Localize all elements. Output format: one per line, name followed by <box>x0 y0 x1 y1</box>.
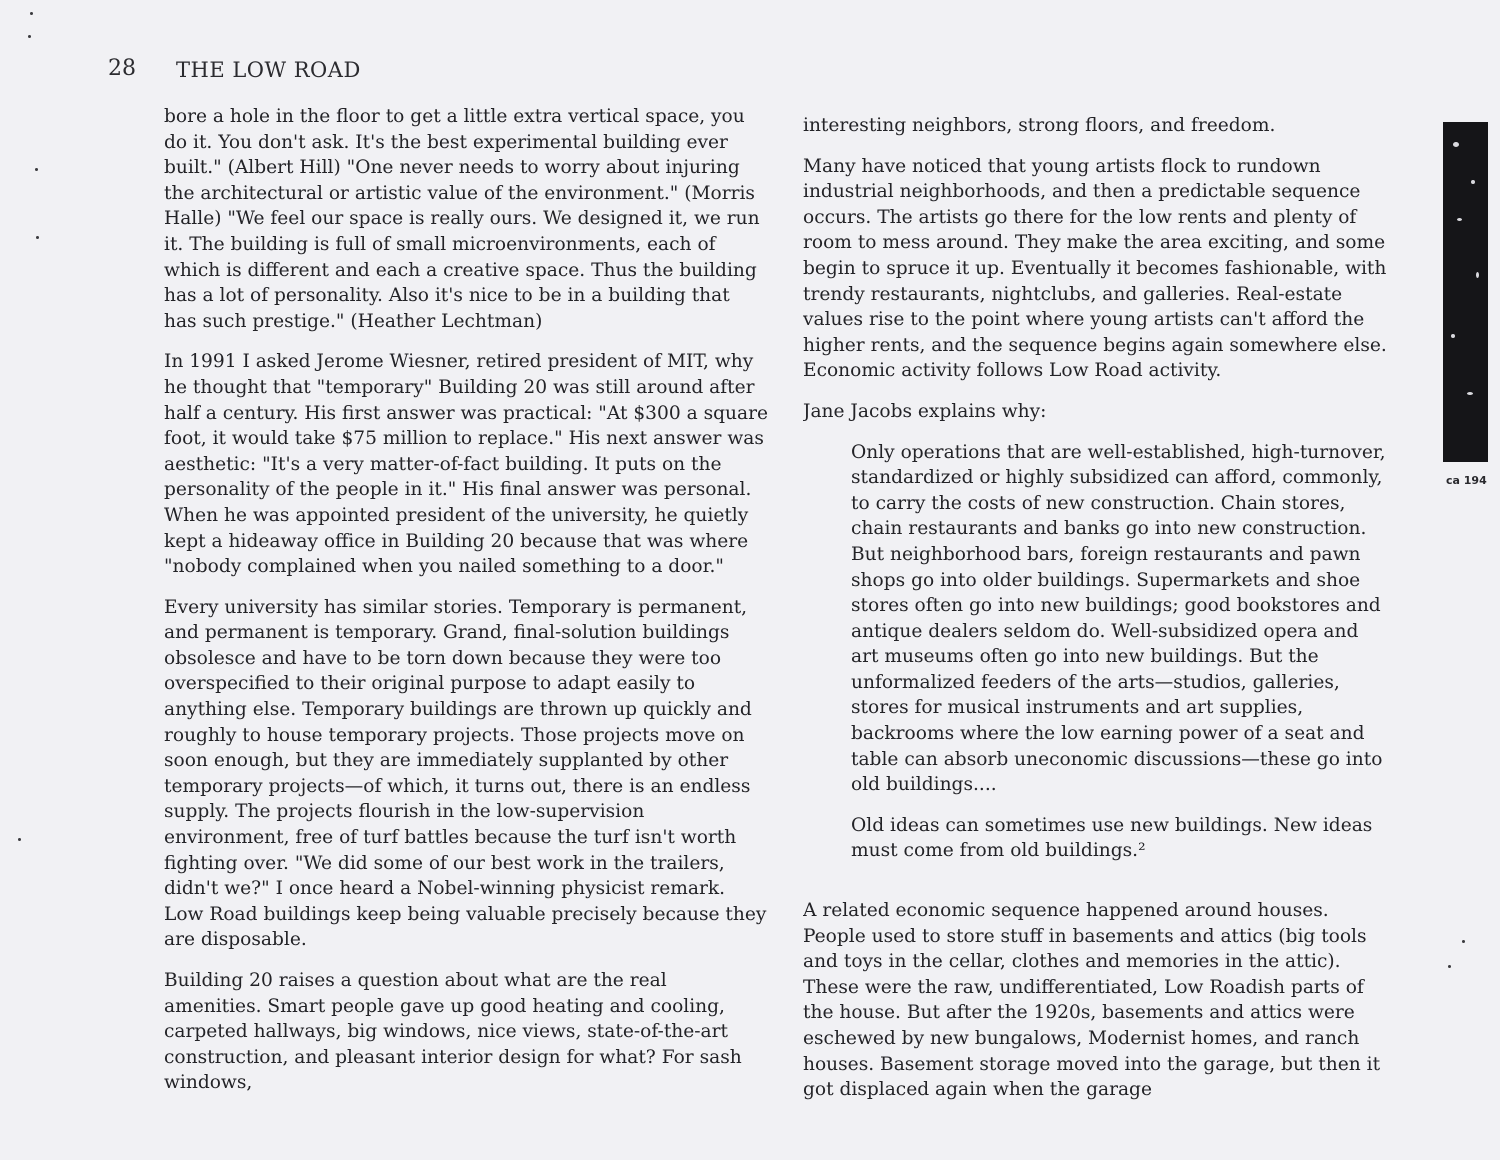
quote-paragraph: Old ideas can sometimes use new buildings. New ideas must come from old buildings.² <box>851 814 1373 862</box>
paragraph: Building 20 raises a question about what are the real amenities. Smart people gave up good heating and cooling, carpeted hallways, big windows, nice views, state-of-the-art construction, and pleasant interior design for what? For sash windows, <box>164 970 742 1094</box>
scan-speck <box>36 236 39 239</box>
page-number: 28 <box>108 56 136 81</box>
scan-speck <box>1462 940 1465 943</box>
right-lower-paragraph <box>803 898 1388 1103</box>
paragraph: A related economic sequence happened around houses. People used to store stuff in basements and attics (big tools and toys in the cellar, clothes and memories in the attic). These were the raw, undifferentiated, Low Roadish parts of the house. But after the 1920s, basements and attics were eschewed by new bungalows, Modernist homes, and ranch houses. Basement storage moved into the garage, but then it got displaced again when the garage <box>803 900 1381 1101</box>
left-column <box>164 104 768 1111</box>
quote-paragraph: Only operations that are well-established, high-turnover, standardized or highly subsidized can afford, commonly, to carry the costs of new construction. Chain stores, chain restaurants and banks go into new construction. But neighborhood bars, foreign restaurants and pawn shops go into older buildings. Supermarkets and shoe stores often go into new buildings; good bookstores and antique dealers seldom do. Well-subsidized opera and art museums often go into new buildings. But the unformalized feeders of the arts—studios, galleries, stores for musical instruments and art supplies, backrooms where the low earning power of a seat and table can absorb uneconomic discussions—these go into old buildings.... <box>851 441 1386 796</box>
scan-speck <box>30 12 33 15</box>
paragraph: Many have noticed that young artists flock to rundown industrial neighborhoods, and then a predictable sequence occurs. The artists go there for the low rents and plenty of room to mess around. They make the area exciting, and some begin to spruce it up. Eventually it becomes fashionable, with trendy restaurants, nightclubs, and galleries. Real-estate values rise to the point where young artists can't afford the higher rents, and the sequence begins again somewhere else. Economic activity follows Low Road activity. <box>803 155 1387 382</box>
block-quote <box>851 440 1388 865</box>
scan-speck <box>1448 965 1451 968</box>
paragraph: Jane Jacobs explains why: <box>803 400 1047 422</box>
running-title: THE LOW ROAD <box>176 58 361 82</box>
adjacent-page-photo <box>1443 122 1488 462</box>
scan-speck <box>18 838 21 841</box>
paragraph: interesting neighbors, strong floors, and freedom. <box>803 115 1276 136</box>
right-column <box>803 113 1388 879</box>
paragraph: Every university has similar stories. Temporary is permanent, and permanent is temporary. Grand, final-solution buildings obsolesce and have to be torn down because they were too overspecified to their original purpose to adapt easily to anything else. Temporary buildings are thrown up quickly and roughly to house temporary projects. Those projects move on soon enough, but they are immediately supplanted by other temporary projects—of which, it turns out, there is an endless supply. The projects flourish in the low-supervision environment, free of turf battles because the turf isn't worth fighting over. "We did some of our best work in the trailers, didn't we?" I once heard a Nobel-winning physicist remark. Low Road buildings keep being valuable precisely because they are disposable. <box>164 596 767 951</box>
paragraph: In 1991 I asked Jerome Wiesner, retired president of MIT, why he thought that "temporary" Building 20 was still around after half a century. His first answer was practical: "At $300 a square foot, it would take $75 million to replace." His next answer was aesthetic: "It's a very matter-of-fact building. It puts on the personality of the people in it." His final answer was personal. When he was appointed president of the university, he quietly kept a hideaway office in Building 20 because that was where "nobody complained when you nailed something to a door." <box>164 351 768 578</box>
scan-speck <box>35 168 38 171</box>
adjacent-page-caption: ca 194 <box>1446 474 1487 487</box>
scan-speck <box>28 35 31 38</box>
paragraph: bore a hole in the floor to get a little extra vertical space, you do it. You don't ask. It's the best experimental building ever built." (Albert Hill) "One never needs to worry about injuring the architectural or artistic value of the environment." (Morris Halle) "We feel our space is really ours. We designed it, we run it. The building is full of small microenvironments, each of which is different and each a creative space. Thus the building has a lot of personality. Also it's nice to be in a building that has such prestige." (Heather Lechtman) <box>164 106 760 332</box>
